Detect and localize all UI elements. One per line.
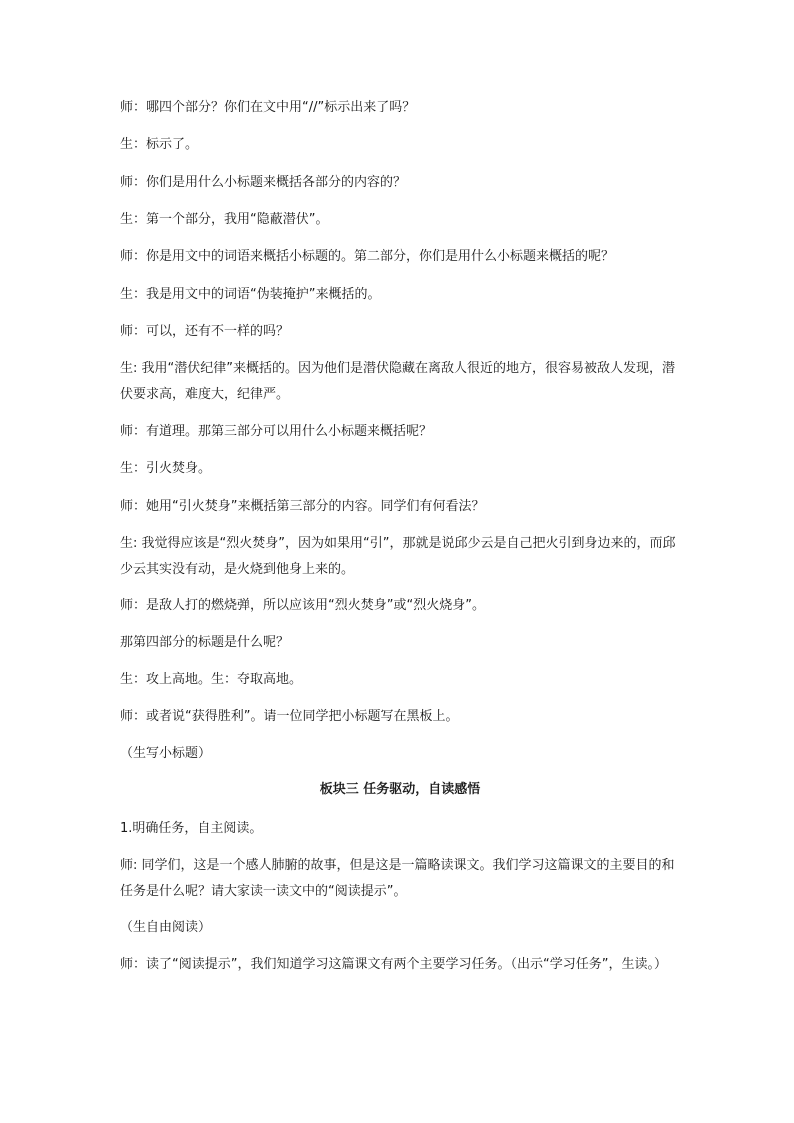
dialogue-line: 生: 我觉得应该是“烈火焚身”，因为如果用“引”，那就是说邱少云是自己把火引到身边来的，而邱少云其实没有动，是火烧到他身上来的。 (120, 536, 676, 577)
dialogue-line: 师：或者说“获得胜利”。请一位同学把小标题写在黑板上。 (120, 709, 459, 724)
dialogue-line: 生：引火焚身。 (120, 461, 212, 476)
section-heading: 板块三 任务驱动，自读感悟 (319, 782, 481, 797)
dialogue-line: 生：第一个部分，我用“隐蔽潜伏”。 (120, 212, 329, 227)
stage-direction: （生写小标题） (120, 746, 212, 761)
dialogue-line: 生：标示了。 (120, 137, 199, 152)
dialogue-line: 师：有道理。那第三部分可以用什么小标题来概括呢？ (120, 424, 433, 439)
dialogue-line: 师：哪四个部分？你们在文中用“//”标示出来了吗？ (120, 100, 416, 115)
dialogue-line: 那第四部分的标题是什么呢？ (120, 635, 290, 650)
dialogue-line: 生：我是用文中的词语“伪装掩护”来概括的。 (120, 287, 381, 302)
dialogue-line: 师: 同学们，这是一个感人肺腑的故事，但是这是一篇略读课文。我们学习这篇课文的主要目的和任务是什么呢？请大家读一读文中的“阅读提示”。 (120, 858, 675, 899)
dialogue-line: 师：她用“引火焚身”来概括第三部分的内容。同学们有何看法？ (120, 499, 485, 514)
dialogue-line: 师：读了“阅读提示”，我们知道学习这篇课文有两个主要学习任务。（出示“学习任务”，生读。） (120, 957, 667, 972)
dialogue-line: 师：你们是用什么小标题来概括各部分的内容的？ (120, 175, 407, 190)
dialogue-line: 生：攻上高地。生：夺取高地。 (120, 672, 303, 687)
dialogue-line: 师：是敌人打的燃烧弹，所以应该用“烈火焚身”或“烈火烧身”。 (120, 598, 485, 613)
task-heading: 1.明确任务，自主阅读。 (120, 821, 263, 836)
stage-direction: （生自由阅读） (120, 920, 212, 935)
dialogue-line: 生: 我用“潜伏纪律”来概括的。因为他们是潜伏隐藏在离敌人很近的地方，很容易被敌人发现，潜伏要求高，难度大，纪律严。 (120, 361, 675, 402)
dialogue-line: 师：你是用文中的词语来概括小标题的。第二部分，你们是用什么小标题来概括的呢？ (120, 249, 615, 264)
dialogue-line: 师：可以，还有不一样的吗？ (120, 324, 290, 339)
